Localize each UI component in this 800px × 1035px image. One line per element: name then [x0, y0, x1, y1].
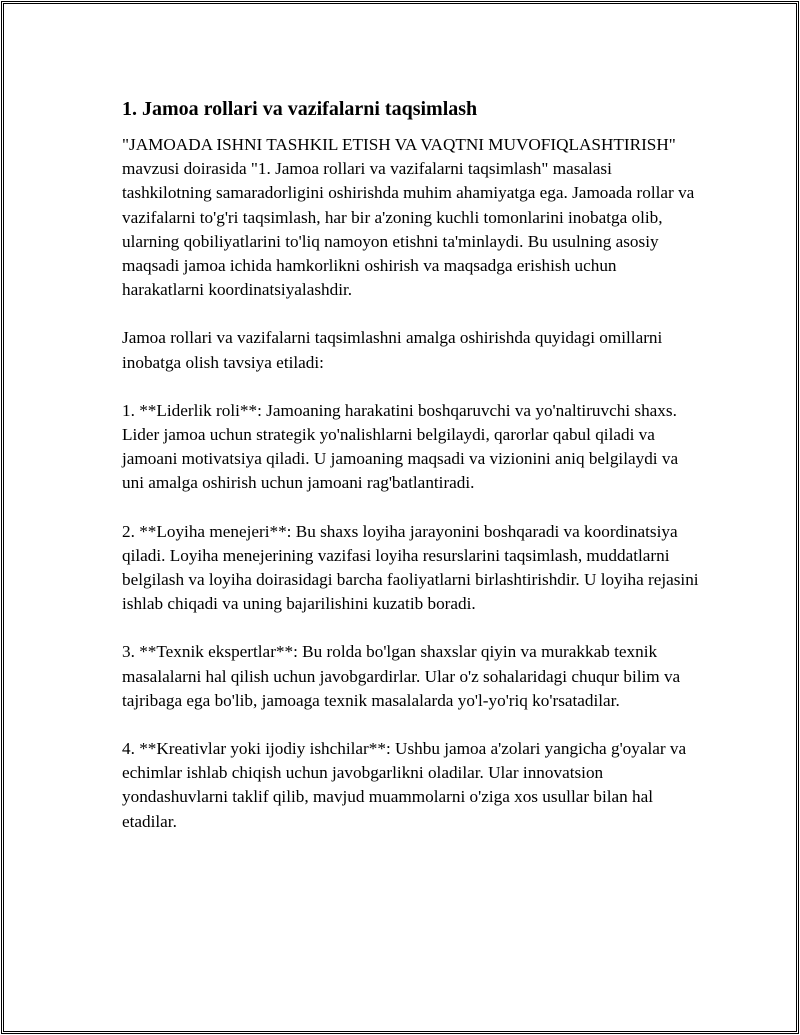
factors-intro-paragraph: Jamoa rollari va vazifalarni taqsimlashni amalga oshirishda quyidagi omillarni inobatga olish tavsiya etiladi:: [122, 328, 663, 372]
page-content: [122, 96, 702, 858]
document-title: 1. Jamoa rollari va vazifalarni taqsimlash: [122, 98, 478, 120]
list-item-technical-experts: 3. **Texnik ekspertlar**: Bu rolda bo'lgan shaxslar qiyin va murakkab texnik masalalarni hal qilish uchun javobgardirlar. Ular o'z sohalaridagi chuqur bilim va tajribaga ega bo'lib, jamoaga texnik masalalarda yo'l-yo'riq ko'rsatadilar.: [122, 642, 681, 710]
list-item-project-manager: 2. **Loyiha menejeri**: Bu shaxs loyiha jarayonini boshqaradi va koordinatsiya qiladi. Loyiha menejerining vazifasi loyiha resurslarini taqsimlash, muddatlarni belgilash va loyiha doirasidagi barcha faoliyatlarni birlashtirishdir. U loyiha rejasini ishlab chiqadi va uning bajarilishini kuzatib boradi.: [122, 521, 699, 614]
list-item-creative-workers: 4. **Kreativlar yoki ijodiy ishchilar**: Ushbu jamoa a'zolari yangicha g'oyalar va echimlar ishlab chiqish uchun javobgarlikni oladilar. Ular innovatsion yondashuvlarni taklif qilib, mavjud muammolarni o'ziga xos usullar bilan hal etadilar.: [122, 739, 687, 831]
page-frame: [1, 1, 799, 1034]
list-item-leadership-role: 1. **Liderlik roli**: Jamoaning harakatini boshqaruvchi va yo'naltiruvchi shaxs. Lider jamoa uchun strategik yo'nalishlarni belgilaydi, qarorlar qabul qiladi va jamoani motivatsiya qiladi. U jamoaning maqsadi va vizionini aniq belgilaydi va uni amalga oshirish uchun jamoani rag'batlantiradi.: [122, 400, 679, 493]
intro-paragraph: "JAMOADA ISHNI TASHKIL ETISH VA VAQTNI MUVOFIQLASHTIRISH" mavzusi doirasida "1. Jamoa rollari va vazifalarni taqsimlash" masalasi tashkilotning samaradorligini oshirishda muhim ahamiyatga ega. Jamoada rollar va vazifalarni to'g'ri taqsimlash, har bir a'zoning kuchli tomonlarini inobatga olib, ularning qobiliyatlarini to'liq namoyon etishni ta'minlaydi. Bu usulning asosiy maqsadi jamoa ichida hamkorlikni oshirish va maqsadga erishish uchun harakatlarni koordinatsiyalashdir.: [122, 135, 695, 300]
